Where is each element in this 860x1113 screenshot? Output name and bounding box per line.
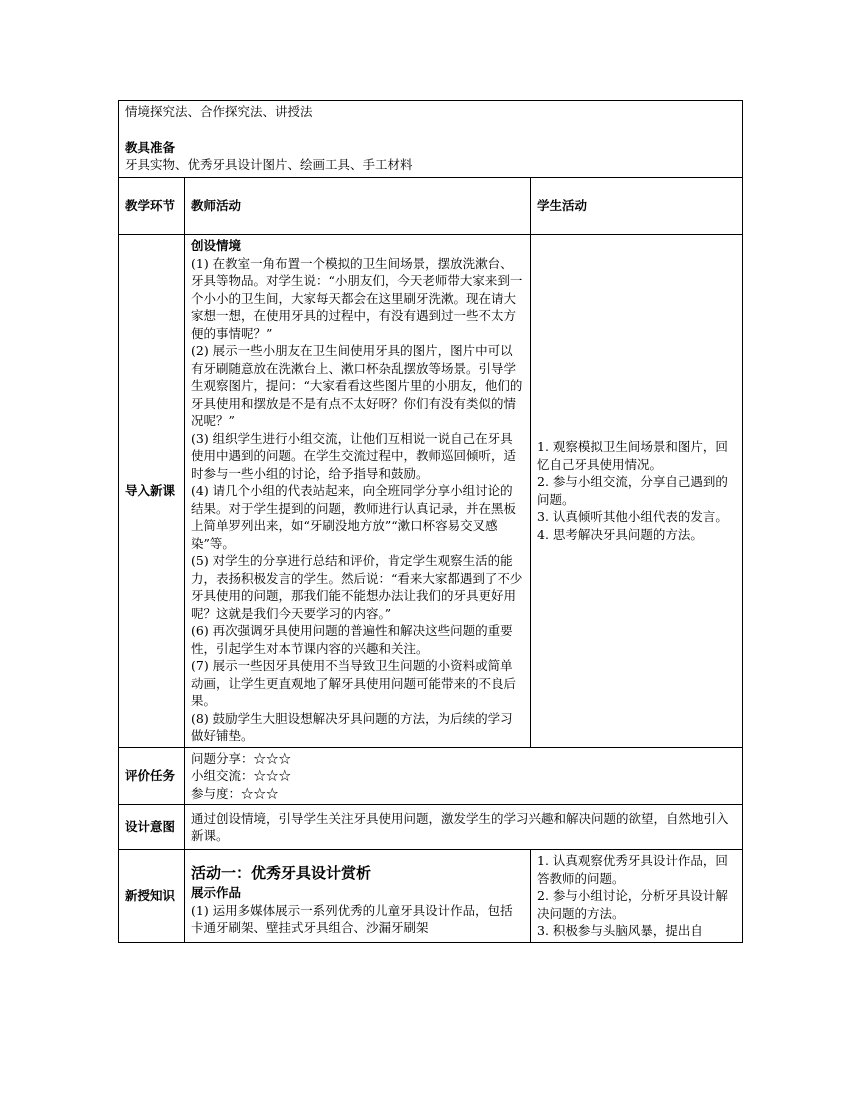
intro-step-8: (8) 鼓励学生大胆设想解决牙具问题的方法，为后续的学习做好铺垫。 [191, 710, 513, 743]
list-item: 2. 参与小组讨论，分析牙具设计解决问题的方法。 [537, 888, 728, 921]
new-lesson-teacher-cell [185, 850, 531, 943]
evaluation-item: 参与度：☆☆☆ [191, 785, 279, 801]
intro-step-2: (2) 展示一些小朋友在卫生间使用牙具的图片，图片中可以有牙刷随意放在洗漱台上、漱口杯杂乱摆放等场景。引导学生观察图片，提问：“大家看看这些图片里的小朋友，他们的牙具使用和摆放是不是有点不太好呀？你们有没有类似的情况呢？” [191, 343, 523, 428]
new-lesson-section-title: 展示作品 [191, 885, 242, 900]
evaluation-label: 评价任务 [119, 747, 185, 805]
header-row [119, 178, 743, 235]
list-item: 2. 参与小组交流，分享自己遇到的问题。 [537, 474, 728, 507]
intro-step-1: (1) 在教室一角布置一个模拟的卫生间场景，摆放洗漱台、牙具等物品。对学生说：“小朋友们，今天老师带大家来到一个小小的卫生间，大家每天都会在这里刷牙洗漱。现在请大家想一想，在使用牙具的过程中，有没有遇到过一些不太方便的事情呢？” [191, 255, 523, 341]
intro-step-7: (7) 展示一些因牙具使用不当导致卫生问题的小资料或简单动画，让学生更直观地了解牙具使用问题可能带来的不良后果。 [191, 658, 517, 708]
intro-student-cell [531, 235, 743, 748]
prep-items: 牙具实物、优秀牙具设计图片、绘画工具、手工材料 [125, 157, 413, 172]
methods-row [119, 101, 743, 178]
intro-stage: 导入新课 [119, 235, 185, 748]
intro-step-3: (3) 组织学生进行小组交流，让他们互相说一说自己在牙具使用中遇到的问题。在学生交流过程中，教师巡回倾听，适时参与一些小组的讨论，给予指导和鼓励。 [191, 430, 517, 481]
list-item: 3. 积极参与头脑风暴，提出自 [537, 923, 703, 938]
new-lesson-step-1: (1) 运用多媒体展示一系列优秀的儿童牙具设计作品，包括卡通牙刷架、壁挂式牙具组合、沙漏牙刷架 [191, 902, 513, 935]
new-lesson-stage: 新授知识 [119, 850, 185, 943]
evaluation-item: 小组交流：☆☆☆ [191, 768, 292, 783]
intro-teacher-cell [185, 235, 531, 748]
list-item: 1. 观察模拟卫生间场景和图片，回忆自己牙具使用情况。 [537, 439, 728, 472]
prep-title: 教具准备 [125, 139, 176, 155]
evaluation-cell [185, 747, 743, 805]
new-lesson-row [119, 850, 743, 943]
list-item: 4. 思考解决牙具问题的方法。 [537, 526, 703, 542]
list-item: 3. 认真倾听其他小组代表的发言。 [537, 509, 728, 525]
intro-step-5: (5) 对学生的分享进行总结和评价，肯定学生观察生活的能力，表扬积极发言的学生。然后说：“看来大家都遇到了不少牙具使用的问题，那我们能不能想办法让我们的牙具更好用呢？这就是我们今天要学习的内容。” [191, 553, 523, 621]
intro-section-title: 创设情境 [191, 238, 242, 253]
design-row [119, 805, 743, 850]
header-student: 学生活动 [531, 178, 743, 235]
header-teacher: 教师活动 [185, 178, 531, 235]
evaluation-item: 问题分享：☆☆☆ [191, 750, 292, 766]
activity-title: 活动一：优秀牙具设计赏析 [191, 864, 372, 882]
header-stage: 教学环节 [119, 178, 185, 235]
intro-step-4: (4) 请几个小组的代表站起来，向全班同学分享小组讨论的结果。对于学生提到的问题，教师进行认真记录，并在黑板上简单罗列出来，如“牙刷没地方放”“漱口杯容易交叉感染”等。 [191, 483, 517, 551]
evaluation-row [119, 747, 743, 805]
intro-step-6: (6) 再次强调牙具使用问题的普遍性和解决这些问题的重要性，引起学生对本节课内容的兴趣和关注。 [191, 623, 513, 656]
design-label: 设计意图 [119, 805, 185, 850]
lesson-plan-table [118, 100, 743, 943]
intro-row [119, 235, 743, 748]
list-item: 1. 认真观察优秀牙具设计作品，回答教师的问题。 [537, 853, 728, 886]
design-text: 通过创设情境，引导学生关注牙具使用问题，激发学生的学习兴趣和解决问题的欲望，自然地引入新课。 [185, 805, 743, 850]
teaching-methods: 情境探究法、合作探究法、讲授法 [125, 104, 313, 119]
new-lesson-student-list [537, 852, 736, 940]
new-lesson-student-cell [531, 850, 743, 943]
intro-student-list [537, 438, 736, 543]
